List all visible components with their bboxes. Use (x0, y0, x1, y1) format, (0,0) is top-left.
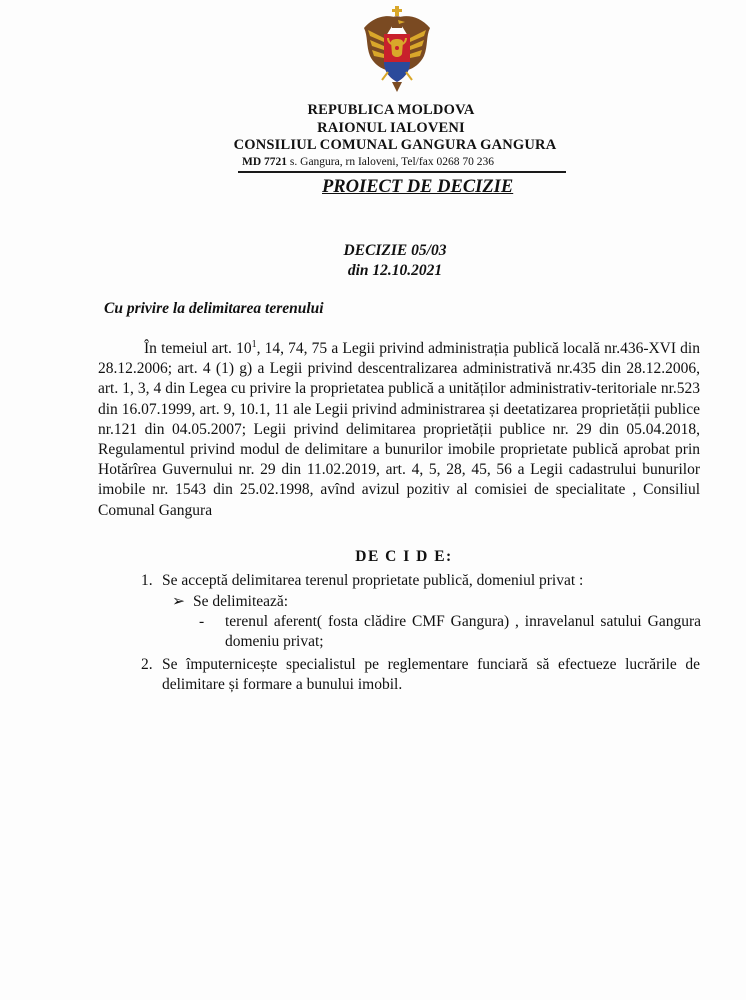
preamble-rest: , 14, 74, 75 a Legii privind administrația publică locală nr.436-XVI din 28.12.2006; art. 4 (1) g) a Legii privind descentralizarea administrativă nr.435 din 28.12.2006, art. 1, 3, 4 din Legea cu privire la proprietatea publică a unităților administrativ-teritoriale nr.523 din 16.07.1999, art. 9, 10.1, 11 ale Legii privind administrarea și deetatizarea proprietății publice nr.121 din 04.05.2007; Legii privind delimitarea proprietății publice nr. 29 din 05.04.2018, Regulamentul privind modul de delimitare a bunurilor imobile proprietate publică aprobat prin Hotărîrea Guvernului nr. 29 din 11.02.2019, art. 4, 5, 28, 45, 56 a Legii cadastrului bunurilor imobile nr. 1543 din 25.02.1998, avînd avizul pozitiv al comisiei de specialitate , Consiliul Comunal Gangura (98, 340, 700, 519)
item-2-text: Se împuternicește specialistul pe reglementare funciară să efectueze lucrările de delimitare și formare a bunului imobil. (162, 656, 700, 694)
draft-title: PROIECT DE DECIZIE (322, 177, 514, 197)
decides-heading: DE C I D E: (355, 548, 453, 565)
decision-date: din 12.10.2021 (347, 262, 443, 279)
coat-of-arms-icon (358, 6, 436, 94)
item-2-number: 2. (141, 656, 153, 673)
decision-subject: Cu privire la delimitarea terenului (104, 300, 324, 317)
dash-bullet: - (199, 613, 205, 630)
header-district: RAIONUL IALOVENI (317, 120, 465, 136)
arrow-bullet-icon: ➢ (172, 593, 185, 610)
sub-item-text: terenul aferent( fosta clădire CMF Gangura) , inravelanul satului Gangura domeniu privat; (225, 613, 701, 651)
header-address (242, 156, 494, 168)
decision-number: DECIZIE 05/03 (343, 242, 447, 259)
postal-code: MD 7721 (242, 156, 288, 168)
address-text: s. Gangura, rn Ialoveni, Tel/fax 0268 70 236 (287, 156, 494, 168)
sub-item-label: Se delimitează: (193, 593, 289, 610)
preamble-start: În temeiul art. 10 (144, 340, 252, 357)
item-1-text: Se acceptă delimitarea terenul proprietate publică, domeniul privat : (162, 572, 584, 589)
preamble-paragraph (98, 339, 700, 521)
header-country: REPUBLICA MOLDOVA (307, 102, 475, 118)
header-divider (238, 171, 566, 173)
item-1-number: 1. (141, 572, 153, 589)
header-council: CONSILIUL COMUNAL GANGURA GANGURA (233, 137, 557, 153)
preamble-superscript: 1 (251, 338, 257, 350)
